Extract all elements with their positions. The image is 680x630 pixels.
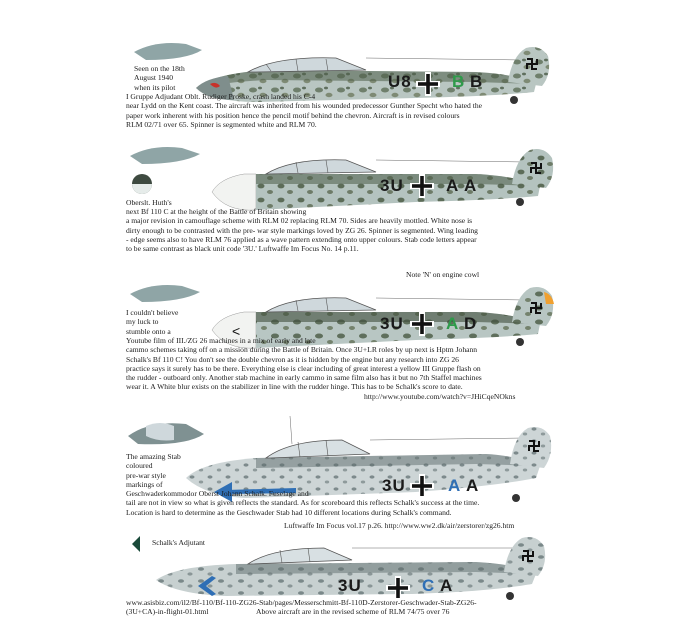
svg-text:<: < [232,323,241,339]
body-line: - edge seems also to have RLM 76 applied as a wave pattern extending onto upper colours. Stab code letters appear [126,234,477,244]
youtube-link[interactable]: http://www.youtube.com/watch?v=JHiCqeNOkns [364,392,516,401]
aircraft-5-code-right-2: A [440,576,453,595]
body-line: to be same contrast as black unit code '3U.' Luftwaffe Im Focus No. 14 p.11. [126,244,359,254]
body-line: wear it. A White blur exists on the stabilizer in line with the rudder hinge. This has to be Schalk's score to date. [126,382,463,392]
aircraft-1-code-left: U8 [388,72,412,91]
body-line: dirty enough to be contrasted with the pre- war style markings loved by ZG 26. Spinner is segmented. Wing leading [126,225,478,235]
caption-line: I couldn't believe [126,308,179,317]
aircraft-5-code-right-1: C [422,576,435,595]
aircraft-1-code-right-1: B [452,72,465,91]
aircraft-4-code-left: 3U [382,476,406,495]
body-line: a major revision in camouflage scheme with RLM 02 replacing RLM 70. Sides are heavily mottled. White nose is [126,216,473,226]
section-4-reference: Luftwaffe Im Focus vol.17 p.26. http://www.ww2.dk/air/zerstorer/zg26.htm [284,521,515,530]
body-line: next Bf 110 C at the height of the Battle of Britain showing [126,207,307,216]
body-line: practice says it surely has to be there. Everything else is clear including of great interest a yellow III Gruppe flash on [126,363,481,373]
caption-line: markings of [126,479,163,489]
body-line: the rudder - outboard only. Another stab machine in early cammo in same film also has it but no 7th Staffel machines [126,373,482,383]
aircraft-4-code-right-2: A [466,476,479,495]
aircraft-4-code-right-1: A [448,476,461,495]
section-1-body [126,92,556,129]
caption-line: Oberslt. Huth's [126,198,172,207]
caption-line: my luck to [126,317,159,327]
body-line: Location is hard to determine as the Geschwader Stab had 10 different locations during Schalk's command. [126,507,452,517]
caption-line: August 1940 [134,73,174,83]
caption-line: coloured [126,461,153,471]
body-line: near Lydd on the Kent coast. The aircraft was inherited from his wounded predecessor Gunther Specht who hated the [126,101,483,111]
decal-sheet [116,18,560,624]
section-3-body [126,336,556,392]
aircraft-3-code-right-1: A [446,314,459,333]
section-2-caption [126,198,172,207]
section-5-caption: Schalk's Adjutant [152,538,206,547]
aircraft-1-code-right-2: B [470,72,483,91]
aircraft-2-code-left: 3U [380,176,404,195]
caption-line: Seen on the 18th [134,64,185,73]
caption-line: stumble onto a [126,326,171,336]
link-line[interactable]: www.asisbiz.com/il2/Bf-110/Bf-110-ZG26-Stab/pages/Messerschmitt-Bf-110D-Zerstorer-Geschwader-Stab-ZG26- [126,598,477,607]
section-5-footnote: Above aircraft are in the revised scheme of RLM 74/75 over 76 [256,607,450,616]
section-3-caption [126,308,178,336]
body-line: paper work inherent with his position hence the pencil motif behind the chevron. Aircraft is in revised colours [126,110,460,120]
body-line: I Gruppe Adjudant Oblt. Rudiger Proske, crash landed his C-4 [126,92,316,101]
link-line[interactable]: (3U+CA)-in-flight-01.html [126,607,209,617]
caption-line: pre-war style [126,470,166,480]
body-line: Youtube film of III./ZG 26 machines in a mix of early and late [126,336,316,345]
body-line: RLM 02/71 over 65. Spinner is segmented white and RLM 70. [126,119,317,129]
body-line: cammo schemes taking off on a mission during the Battle of Britain. Once 3U+LR roles by up next is Hptm Johann [126,345,478,355]
aircraft-2-code-right-1: A [446,176,459,195]
section-1-caption [134,64,185,92]
section-4-caption [126,452,181,489]
aircraft-3-code-left: 3U [380,314,404,333]
caption-line: The amazing Stab [126,452,181,461]
body-line: tail are not in view so what is given reflects the standard. As for scoreboard this reflects Schalk's success at the time. [126,498,480,508]
caption-line: when its pilot [134,82,176,92]
aircraft-5-code-left: 3U [338,576,362,595]
section-2-note: Note 'N' on engine cowl [406,270,480,279]
body-line: Geschwaderkommodor Oberst Johann Schalk. Fuselage and [126,489,309,498]
body-line: Schalk's Bf 110 C! You don't see the double chevron as it is hidden by the engine but any research into ZG 26 [126,354,459,364]
section-4-body [126,489,556,517]
aircraft-3-code-right-2: D [464,314,477,333]
section-2-body [126,207,556,253]
aircraft-2-code-right-2: A [464,176,477,195]
